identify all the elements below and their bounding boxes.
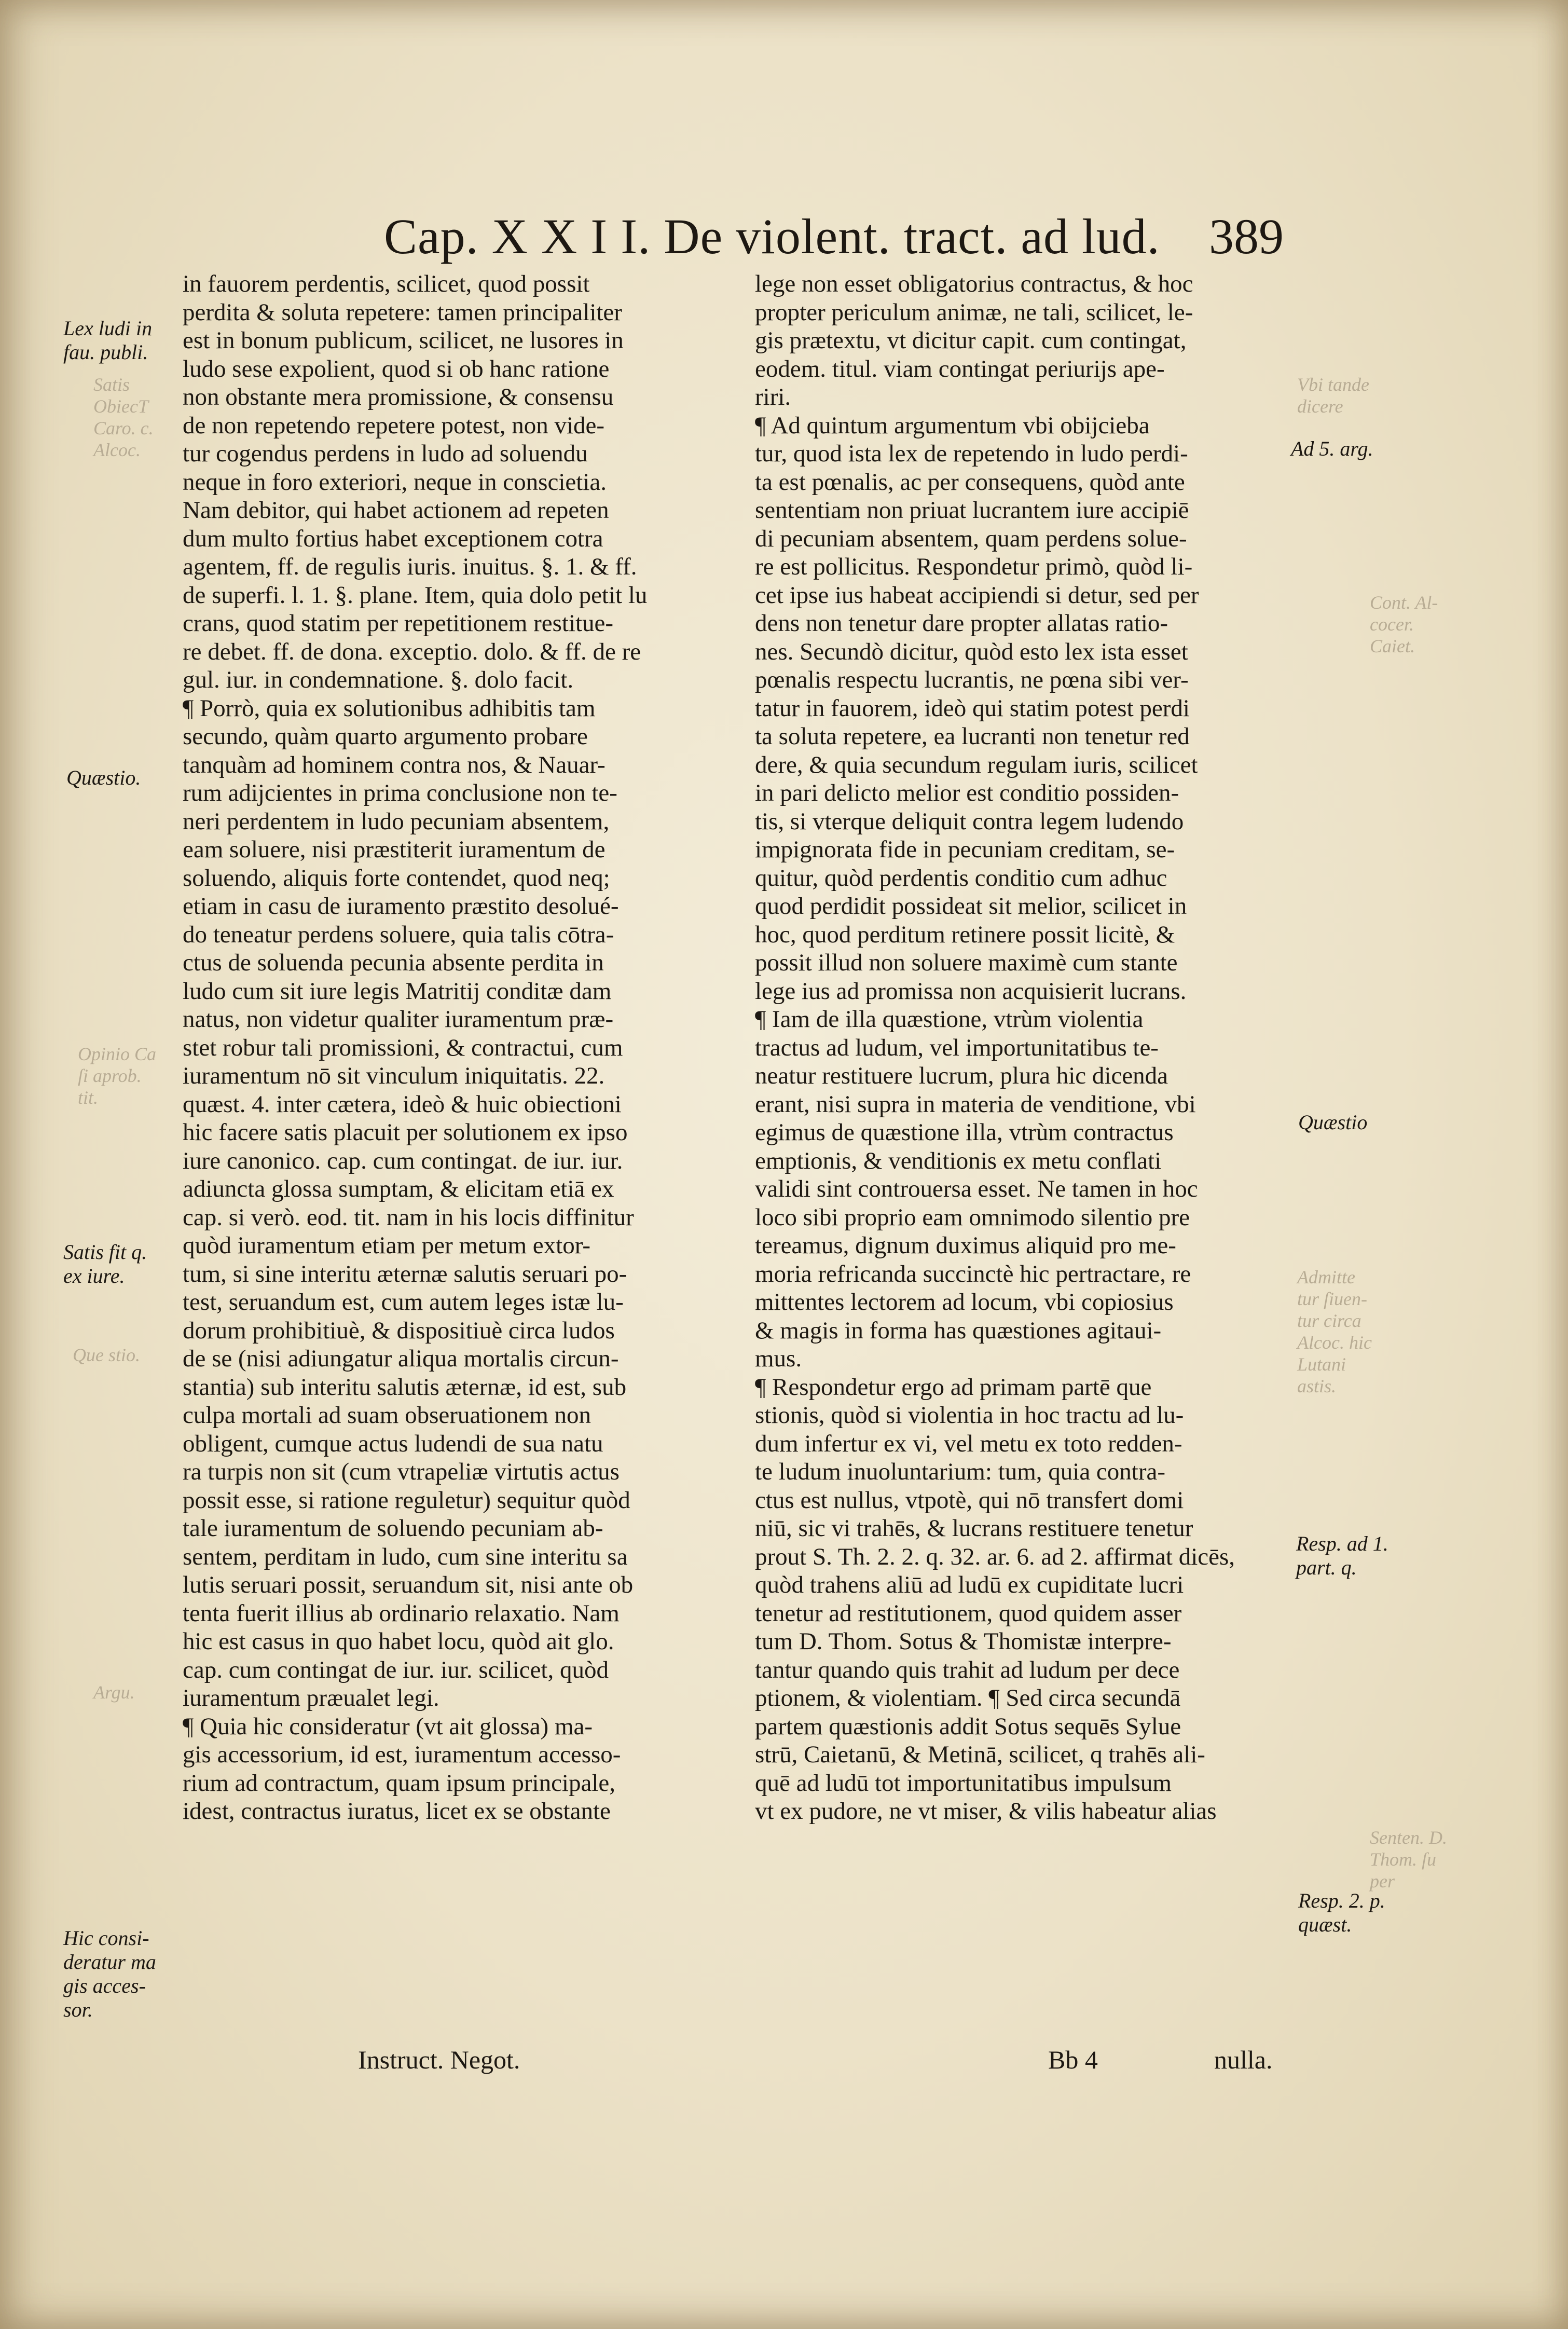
margin-note-line: Satis fit q. <box>63 1240 147 1264</box>
catchword: nulla. <box>1214 2045 1273 2074</box>
margin-note-resp-2 <box>1298 1889 1385 1937</box>
text-line: rum adijcientes in prima conclusione non te- <box>183 779 617 806</box>
text-line: quòd trahens aliū ad ludū ex cupiditate lucri <box>755 1571 1184 1598</box>
margin-note-line: Cont. Al- <box>1370 592 1438 613</box>
text-line: agentem, ff. de regulis iuris. inuitus. §. 1. & ff. <box>183 553 637 580</box>
text-line: prout S. Th. 2. 2. q. 32. ar. 6. ad 2. affirmat dicēs, <box>755 1543 1235 1570</box>
bleed-through-r2 <box>1370 592 1438 657</box>
text-line: validi sint controuersa esset. Ne tamen in hoc <box>755 1175 1198 1202</box>
margin-note-line: per <box>1370 1871 1395 1892</box>
text-line: possit esse, si ratione reguletur) sequitur quòd <box>183 1486 630 1514</box>
margin-note-hic-considera <box>63 1926 156 2022</box>
text-line: quæst. 4. inter cætera, ideò & huic obiectioni <box>183 1090 622 1118</box>
text-line: natus, non videtur qualiter iuramentum præ- <box>183 1006 614 1033</box>
margin-note-line: Senten. D. <box>1370 1827 1447 1848</box>
margin-note-line: Satis <box>93 374 130 395</box>
margin-note-line: Opinio Ca <box>78 1044 157 1064</box>
text-line: sentem, perditam in ludo, cum sine interitu sa <box>183 1543 628 1570</box>
margin-note-line: Argu. <box>93 1682 135 1703</box>
text-line: lege non esset obligatorius contractus, & hoc <box>755 270 1193 297</box>
text-line: ctus de soluenda pecunia absente perdita in <box>183 949 604 976</box>
bleed-through-l2 <box>78 1043 156 1108</box>
text-line: tantur quando quis trahit ad ludum per dece <box>755 1656 1180 1683</box>
margin-note-lex-ludi <box>63 317 152 364</box>
text-line: re debet. ff. de dona. exceptio. dolo. & ff. de re <box>183 638 641 665</box>
margin-note-satisfit <box>63 1240 147 1288</box>
text-line: in fauorem perdentis, scilicet, quod possit <box>183 270 590 297</box>
text-line: stet robur tali promissioni, & contractui, cum <box>183 1034 623 1061</box>
margin-note-line: Caiet. <box>1370 636 1415 656</box>
text-line: est in bonum publicum, scilicet, ne lusores in <box>183 327 624 354</box>
margin-note-line: Hic consi- <box>63 1926 149 1950</box>
margin-note-line: tur circa <box>1297 1310 1361 1331</box>
margin-note-line: Quæstio <box>1298 1111 1368 1134</box>
text-line: dorum prohibitiuè, & dispositiuè circa ludos <box>183 1317 615 1344</box>
running-header: Cap. X X I I. De violent. tract. ad lud. <box>384 209 1160 264</box>
margin-note-line: tit. <box>78 1087 99 1108</box>
text-line: gis prætextu, vt dicitur capit. cum contingat, <box>755 327 1187 354</box>
text-line: test, seruandum est, cum autem leges istæ lu- <box>183 1289 624 1316</box>
text-line: tenetur ad restitutionem, quod quidem asser <box>755 1599 1182 1627</box>
text-line: nes. Secundò dicitur, quòd esto lex ista esset <box>755 638 1188 665</box>
text-line: propter periculum animæ, ne tali, scilicet, le- <box>755 298 1193 326</box>
margin-note-line: Vbi tande <box>1297 374 1369 395</box>
text-line: cet ipse ius habeat accipiendi si detur, sed per <box>755 581 1199 609</box>
text-line: tractus ad ludum, vel importunitatibus te- <box>755 1034 1159 1061</box>
text-line: impignorata fide in pecuniam creditam, se- <box>755 836 1175 863</box>
margin-note-line: tur ſiuen- <box>1297 1289 1367 1309</box>
text-line: ¶ Respondetur ergo ad primam partē que <box>755 1373 1152 1401</box>
margin-note-line: Quæstio. <box>66 766 141 789</box>
text-line: cap. si verò. eod. tit. nam in his locis diffinitur <box>183 1203 634 1231</box>
margin-note-ad-5-arg <box>1291 437 1373 461</box>
text-line: culpa mortali ad suam obseruationem non <box>183 1402 592 1429</box>
margin-note-line: dicere <box>1297 396 1343 417</box>
text-line: ludo sese expolient, quod si ob hanc ratione <box>183 355 610 382</box>
bleed-through-l3 <box>73 1344 140 1366</box>
text-line: niū, sic vi trahēs, & lucrans restituere tenetur <box>755 1515 1193 1542</box>
text-line: cap. cum contingat de iur. iur. scilicet, quòd <box>183 1656 609 1683</box>
text-line: ¶ Ad quintum argumentum vbi obijcieba <box>755 412 1150 439</box>
text-line: tur, quod ista lex de repetendo in ludo perdi- <box>755 440 1188 467</box>
text-line: vt ex pudore, ne vt miser, & vilis habeatur alias <box>755 1798 1217 1825</box>
text-line: de non repetendo repetere potest, non vide- <box>183 412 605 439</box>
text-line: egimus de quæstione illa, vtrùm contractus <box>755 1119 1174 1146</box>
text-line: dum multo fortius habet exceptionem cotra <box>183 525 603 552</box>
text-line: non obstante mera promissione, & consensu <box>183 383 614 410</box>
text-line: loco sibi proprio eam omnimodo silentio pre <box>755 1203 1190 1231</box>
text-line: eam soluere, nisi præstiterit iuramentum de <box>183 836 606 863</box>
margin-note-line: Caro. c. <box>93 418 154 439</box>
text-line: iure canonico. cap. cum contingat. de iur. iur. <box>183 1147 623 1174</box>
text-line: re est pollicitus. Respondetur primò, quòd li- <box>755 553 1193 580</box>
text-line: Nam debitor, qui habet actionem ad repeten <box>183 497 609 524</box>
text-line: pœnalis respectu lucrantis, ne pœna sibi ver- <box>755 666 1189 693</box>
bleed-through-r4 <box>1370 1827 1447 1892</box>
text-line: de se (nisi adiungatur aliqua mortalis circun- <box>183 1345 619 1372</box>
margin-note-line: ex iure. <box>63 1264 125 1287</box>
text-line: tanquàm ad hominem contra nos, & Nauar- <box>183 751 606 778</box>
text-line: quòd iuramentum etiam per metum extor- <box>183 1232 591 1259</box>
margin-note-line: deratur ma <box>63 1950 156 1974</box>
text-line: possit illud non soluere maximè cum stante <box>755 949 1178 976</box>
text-line: rium ad contractum, quam ipsum principale, <box>183 1769 616 1797</box>
text-line: mus. <box>755 1345 802 1372</box>
margin-note-line: Ad 5. arg. <box>1291 437 1373 460</box>
text-line: ta est pœnalis, ac per consequens, quòd ante <box>755 468 1185 496</box>
text-line: ptionem, & violentiam. ¶ Sed circa secundā <box>755 1684 1181 1711</box>
text-line: ¶ Porrò, quia ex solutionibus adhibitis tam <box>183 694 596 722</box>
text-line: iuramentum præualet legi. <box>183 1684 439 1711</box>
text-line: sententiam non priuat lucrantem iure accipiē <box>755 497 1189 524</box>
text-line: dum infertur ex vi, vel metu ex toto redden- <box>755 1430 1182 1457</box>
right-text-column <box>755 270 1292 1826</box>
text-line: gis accessorium, id est, iuramentum accesso- <box>183 1741 621 1768</box>
margin-note-quaestio <box>66 766 141 790</box>
text-line: riri. <box>755 383 791 410</box>
margin-note-line: ObiecT <box>93 396 148 417</box>
text-line: erant, nisi supra in materia de venditione, vbi <box>755 1090 1196 1118</box>
text-line: hic facere satis placuit per solutionem ex ipso <box>183 1119 628 1146</box>
text-line: dere, & quia secundum regulam iuris, scilicet <box>755 751 1198 778</box>
margin-note-line: ſi aprob. <box>78 1065 142 1086</box>
margin-note-line: Resp. ad 1. <box>1296 1532 1388 1555</box>
margin-note-line: Resp. 2. p. <box>1298 1889 1385 1912</box>
margin-note-line: Lutani <box>1297 1354 1346 1375</box>
text-line: tale iuramentum de soluendo pecuniam ab- <box>183 1515 603 1542</box>
text-line: strū, Caietanū, & Metinā, scilicet, q trahēs ali- <box>755 1741 1205 1768</box>
left-text-column <box>183 270 717 1826</box>
text-line: tatur in fauorem, ideò qui statim potest perdi <box>755 694 1190 722</box>
text-line: ludo cum sit iure legis Matritij conditæ dam <box>183 977 612 1005</box>
margin-note-line: Admitte <box>1297 1267 1355 1287</box>
text-line: secundo, quàm quarto argumento probare <box>183 723 588 750</box>
text-line: do teneatur perdens soluere, quia talis cōtra- <box>183 921 614 948</box>
margin-note-line: Lex ludi in <box>63 317 153 340</box>
text-line: lege ius ad promissa non acquisierit lucrans. <box>755 977 1187 1005</box>
bleed-through-r3 <box>1297 1266 1372 1397</box>
margin-note-quaestio-right <box>1298 1111 1367 1134</box>
text-line: perdita & soluta repetere: tamen principaliter <box>183 298 622 326</box>
text-line: iuramentum nō sit vinculum iniquitatis. 22. <box>183 1062 605 1089</box>
bleed-through-l4 <box>93 1681 135 1703</box>
text-line: ra turpis non sit (cum vtrapeliæ virtutis actus <box>183 1458 620 1485</box>
text-line: di pecuniam absentem, quam perdens solue- <box>755 525 1187 552</box>
margin-note-line: quæst. <box>1298 1913 1352 1936</box>
text-line: gul. iur. in condemnatione. §. dolo facit. <box>183 666 574 693</box>
text-line: & magis in forma has quæstiones agitaui- <box>755 1317 1162 1344</box>
text-line: stantia) sub interitu salutis æternæ, id est, sub <box>183 1373 627 1401</box>
text-line: hoc, quod perditum retinere possit licitè, & <box>755 921 1175 948</box>
text-line: ¶ Quia hic consideratur (vt ait glossa) ma- <box>183 1712 593 1740</box>
text-line: lutis seruari possit, seruandum sit, nisi ante ob <box>183 1571 634 1598</box>
text-line: etiam in casu de iuramento præstito desolué- <box>183 893 619 920</box>
text-line: emptionis, & venditionis ex metu conflati <box>755 1147 1162 1174</box>
signature-note: Instruct. Negot. <box>358 2045 520 2074</box>
text-line: tum D. Thom. Sotus & Thomistæ interpre- <box>755 1628 1172 1655</box>
text-line: tum, si sine interitu æternæ salutis seruari po- <box>183 1260 627 1287</box>
margin-note-line: sor. <box>63 1998 93 2021</box>
signature-mark: Bb 4 <box>1048 2045 1098 2074</box>
text-line: tenta fuerit illius ab ordinario relaxatio. Nam <box>183 1599 620 1627</box>
text-line: ¶ Iam de illa quæstione, vtrùm violentia <box>755 1006 1144 1033</box>
text-line: idest, contractus iuratus, licet ex se obstante <box>183 1798 611 1825</box>
text-line: adiuncta glossa sumptam, & elicitam etiā ex <box>183 1175 614 1202</box>
text-line: quē ad ludū tot importunitatibus impulsum <box>755 1769 1172 1797</box>
text-line: tur cogendus perdens in ludo ad soluendu <box>183 440 588 467</box>
text-line: moria refricanda succinctè hic pertractare, re <box>755 1260 1191 1287</box>
text-line: eodem. titul. viam contingat periurijs ape- <box>755 355 1165 382</box>
text-line: ctus est nullus, vtpotè, qui nō transfert domi <box>755 1486 1184 1514</box>
text-line: te ludum inuoluntarium: tum, quia contra- <box>755 1458 1166 1485</box>
text-line: neatur restituere lucrum, plura hic dicenda <box>755 1062 1168 1089</box>
text-line: stionis, quòd si violentia in hoc tractu ad lu- <box>755 1402 1184 1429</box>
margin-note-line: Que stio. <box>73 1345 140 1365</box>
margin-note-line: Alcoc. <box>93 440 141 460</box>
text-line: quod perdidit possideat sit melior, scilicet in <box>755 893 1187 920</box>
bleed-through-l1 <box>93 374 154 461</box>
margin-note-line: cocer. <box>1370 614 1414 635</box>
margin-note-line: gis acces- <box>63 1974 146 1997</box>
text-line: quitur, quòd perdentis conditio cum adhuc <box>755 864 1167 892</box>
text-line: partem quæstionis addit Sotus sequēs Sylue <box>755 1712 1181 1740</box>
margin-note-line: astis. <box>1297 1376 1337 1396</box>
text-line: tis, si vterque deliquit contra legem ludendo <box>755 807 1184 835</box>
text-line: de superfi. l. 1. §. plane. Item, quia dolo petit lu <box>183 581 648 609</box>
text-line: crans, quod statim per repetitionem restitue- <box>183 610 614 637</box>
margin-note-line: fau. publi. <box>63 340 148 364</box>
text-line: in pari delicto melior est conditio possiden- <box>755 779 1179 806</box>
text-line: neri perdentem in ludo pecuniam absentem, <box>183 807 610 835</box>
text-line: ta soluta repetere, ea lucranti non tenetur red <box>755 723 1190 750</box>
text-line: tereamus, dignum duximus aliquid pro me- <box>755 1232 1176 1259</box>
margin-note-line: Alcoc. hic <box>1297 1332 1372 1353</box>
text-line: soluendo, aliquis forte contendet, quod neq; <box>183 864 610 892</box>
margin-note-line: part. q. <box>1296 1556 1357 1579</box>
text-line: neque in foro exteriori, neque in conscietia. <box>183 468 607 496</box>
text-line: mittentes lectorem ad locum, vbi copiosius <box>755 1289 1174 1316</box>
margin-note-resp-1 <box>1296 1532 1388 1580</box>
text-line: hic est casus in quo habet locu, quòd ait glo. <box>183 1628 614 1655</box>
bleed-through-r1 <box>1297 374 1369 417</box>
text-line: dens non tenetur dare propter allatas ratio- <box>755 610 1168 637</box>
margin-note-line: Thom. ſu <box>1370 1849 1437 1870</box>
text-line: obligent, cumque actus ludendi de sua natu <box>183 1430 603 1457</box>
page-number: 389 <box>1209 209 1284 264</box>
